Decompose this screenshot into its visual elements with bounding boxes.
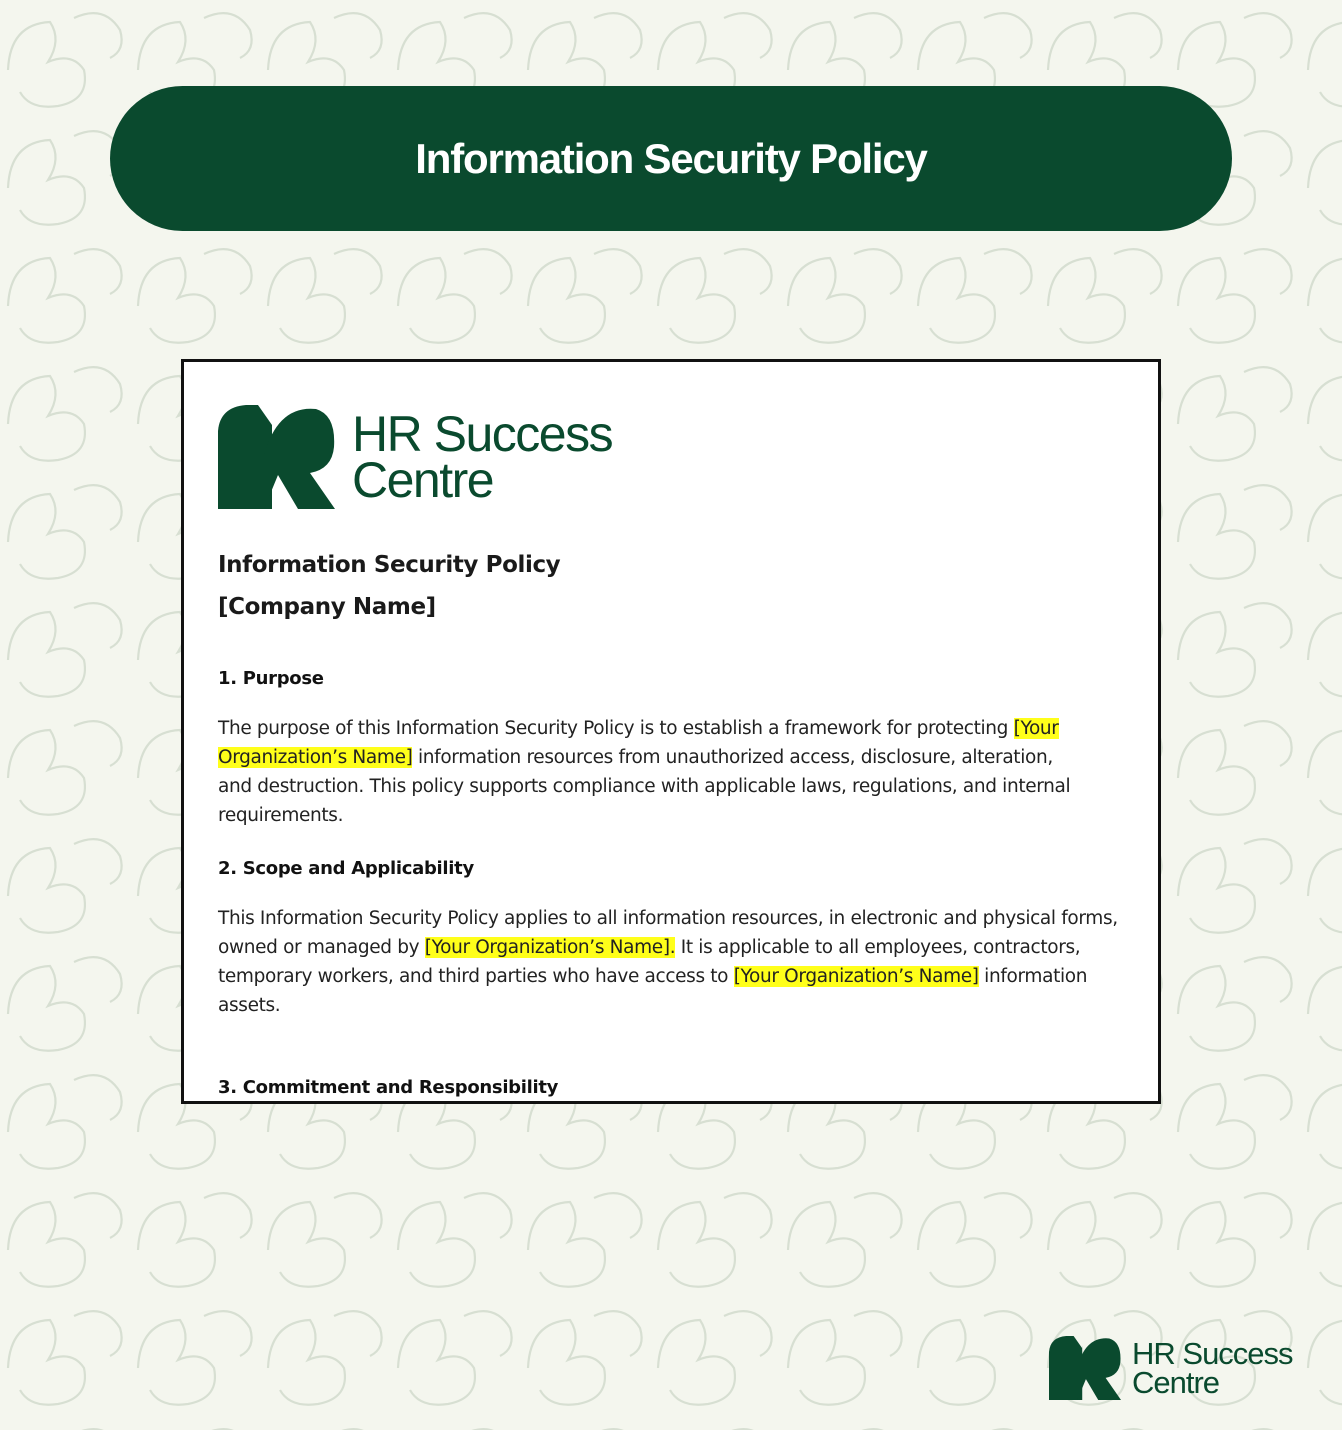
placeholder-highlight: [Your Organization’s Name].: [424, 937, 676, 958]
section-heading-purpose: 1. Purpose: [218, 668, 324, 689]
document-preview: [181, 359, 1161, 1104]
hr-logo-icon: [1048, 1336, 1122, 1400]
hr-logo-icon: [218, 405, 335, 509]
title-banner: [110, 86, 1232, 231]
document-title: Information Security Policy: [218, 552, 561, 578]
company-name-placeholder: [Company Name]: [218, 594, 436, 620]
corner-logo: [1048, 1336, 1293, 1400]
section-heading-scope: 2. Scope and Applicability: [218, 858, 474, 879]
banner-title: Information Security Policy: [415, 134, 927, 182]
document-logo: [218, 405, 612, 509]
section-heading-commitment: 3. Commitment and Responsibility: [218, 1077, 559, 1098]
placeholder-highlight: [Your Organization’s Name]: [733, 966, 979, 987]
document-logo-text: HR Success Centre: [352, 406, 613, 508]
section-body-purpose: The purpose of this Information Security Policy is to establish a framework for protecting [Your Organization’s Name] information resources from unauthorized access, disclosure, alteration, and destruction. This policy supports compliance with applicable laws, regulations, and internal requirements.: [218, 718, 1071, 826]
placeholder-highlight: [Your Organization’s Name]: [218, 718, 1059, 768]
section-body-scope: This Information Security Policy applies to all information resources, in electronic and physical forms, owned or managed by [Your Organization’s Name]. It is applicable to all employees, contractors, temporary workers, and third parties who have access to [Your Organization’s Name] information assets.: [218, 908, 1118, 1016]
corner-logo-text: HR Success Centre: [1132, 1336, 1293, 1400]
